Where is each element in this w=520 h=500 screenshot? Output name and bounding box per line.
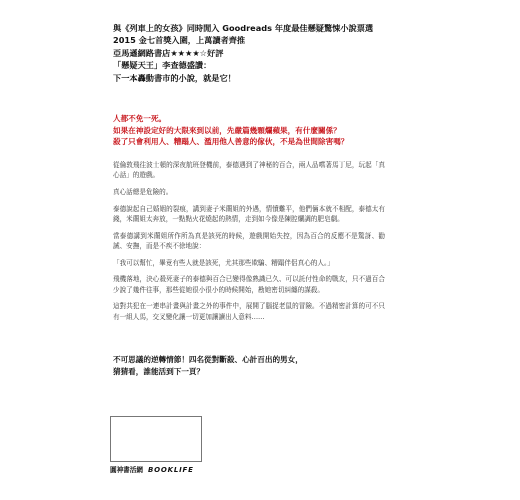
closing-block	[113, 354, 385, 377]
synopsis-paragraph: 這對共犯在一連串計畫與計畫之外的事件中，展開了腦捉老鼠的冒險。不過精密計算的可不只有一組人馬，交叉變化讓一切更加讓讀出人意料……	[113, 302, 385, 321]
synopsis-paragraph: 飛機落地，決心殺死妻子的泰德與百合已變得像熟識已久、可以託付性命的戰友，只不過百合少說了幾件往事，那些從她很小很小的時候開始，勘她密切糾纏的謀殺。	[113, 275, 385, 294]
hook-line: 人都不免一死。	[113, 114, 167, 123]
synopsis-paragraph: 真心話總是危險的。	[113, 188, 173, 196]
closing-line: 不可思議的逆轉情節！四名從對斷殺、心計百出的男女，	[113, 355, 303, 364]
promo-block	[113, 22, 413, 84]
barcode-placeholder	[110, 416, 202, 462]
publisher-logo	[110, 466, 194, 475]
promo-line: 亞馬遜網路書店★★★★☆好評	[113, 47, 224, 58]
synopsis-paragraph: 「我可以幫忙，畢竟有些人就是該死，尤其那些欺騙、糟蹋伴侶真心的人。」	[113, 258, 334, 267]
publisher-name: 圓神書活網	[110, 466, 143, 474]
promo-line: 「懸疑天王」李查德盛讚：	[113, 60, 212, 71]
promo-line: 下一本轟動書市的小說，就是它！	[113, 72, 236, 83]
hook-line: 如果在神設定好的大限來到以前，先嚴篇幾顆爛蘋果，有什麼關係？	[113, 125, 341, 135]
synopsis	[113, 160, 385, 328]
promo-line: 2015 金七首獎入圍，上萬讀者齊推	[113, 35, 246, 46]
synopsis-paragraph: 當泰德講到米蘭姐所作所為真是該死的時候，遊戲開始失控，因為百合的反應不是驚訝、勸誡、安撫，而是不疾不徐地說：	[113, 231, 385, 250]
closing-line: 猜猜看，誰能活到下一頁？	[113, 366, 205, 376]
synopsis-paragraph: 從倫敦飛往波士頓的深夜航班登機前，泰德遇到了神秘的百合，兩人品嚐著馬丁尼，玩起「真心話」的遊戲。	[113, 161, 385, 180]
hook-block	[113, 113, 413, 148]
synopsis-paragraph: 泰德說起自己婚姻的裂痕，講到妻子米蘭姐的外遇，情憤難平，他們倆本就不相配，泰德太有錢，米蘭姐太奔放，一點點火花燒起的熱情，走到如今像是陳腔爛調的肥皂劇。	[113, 204, 385, 223]
promo-line: 與《列車上的女孩》同時閒入 Goodreads 年度最佳懸疑驚悚小說票選	[113, 23, 374, 33]
publisher-brand: BOOKLIFE	[147, 466, 194, 474]
hook-line: 殺了只會利用人、糟蹋人、濫用他人善意的傢伙，不是為世間除害嗎？	[113, 137, 349, 147]
